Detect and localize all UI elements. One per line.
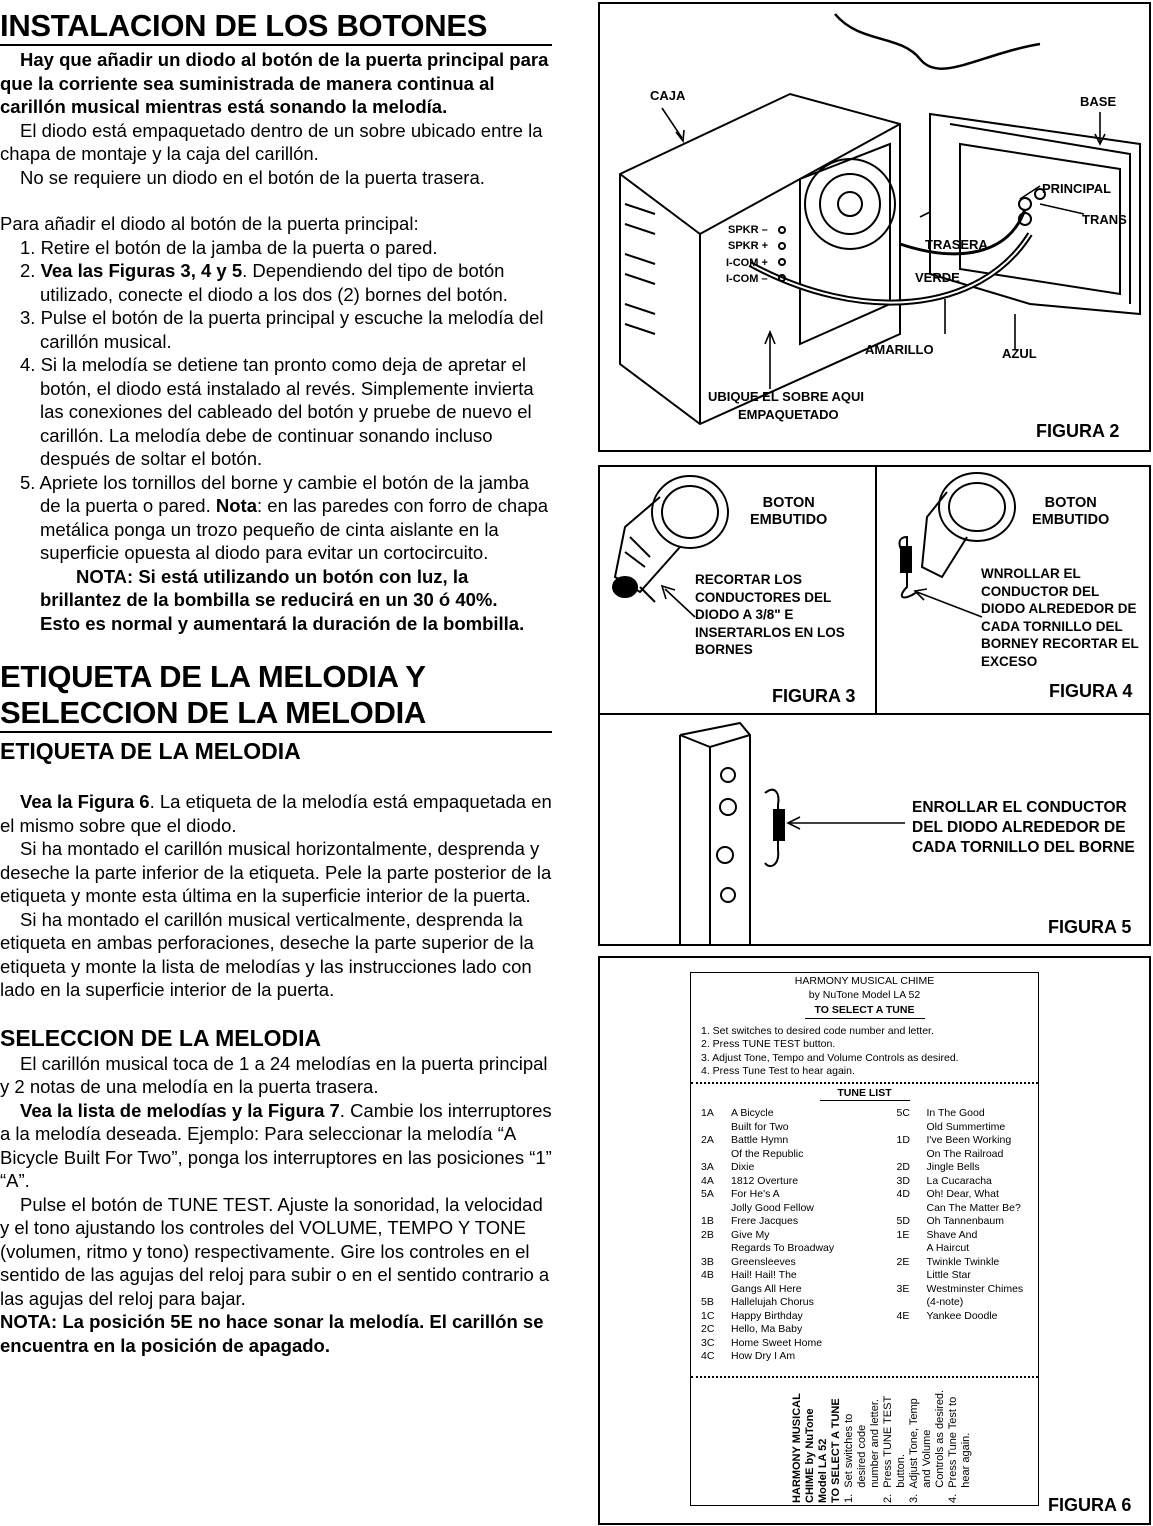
tune-name: Shave And — [926, 1228, 978, 1241]
left-tune-row — [701, 1148, 865, 1162]
fig2-amarillo-label: AMARILLO — [865, 342, 934, 357]
fig2-verde-label: VERDE — [915, 270, 960, 285]
figure-5-title: FIGURA 5 — [1048, 917, 1132, 937]
tune-list-left — [701, 1107, 865, 1364]
tune-code: 2D — [896, 1161, 910, 1173]
tune-list-heading: TUNE LIST — [820, 1087, 910, 1102]
figure-6-title: FIGURA 6 — [1048, 1495, 1132, 1515]
tune-name: La Cucaracha — [926, 1174, 992, 1187]
rotated-line: Controls as desired. — [934, 1389, 946, 1503]
tune-name: Jingle Bells — [926, 1161, 980, 1173]
tune-code: 5A — [701, 1188, 714, 1200]
instruction-2: 2. Press TUNE TEST button. — [701, 1038, 836, 1050]
tune-name: Dixie — [731, 1161, 755, 1173]
instruction-4: 4. Press Tune Test to hear again. — [701, 1065, 855, 1077]
right-tune-row — [897, 1161, 1029, 1175]
left-tune-row — [701, 1229, 865, 1243]
figure-3-title: FIGURA 3 — [772, 686, 856, 706]
fig4-caption: WNROLLAR EL CONDUCTOR DEL DIODO ALREDEDOR DE CADA TORNILLO DEL BORNEY RECORTAR EL EXCESO — [981, 566, 1139, 669]
tune-name: Oh! Dear, What — [926, 1188, 999, 1200]
no-diode-paragraph: No se requiere un diodo en el botón de la puerta trasera. — [20, 166, 485, 188]
tune-name: Can The Matter Be? — [926, 1201, 1021, 1214]
tune-code: 4C — [701, 1350, 715, 1362]
left-tune-row — [701, 1242, 865, 1256]
instruction-1: 1. Set switches to desired code number and letter. — [701, 1024, 934, 1037]
right-tune-row — [897, 1283, 1029, 1297]
step-2-num: 2. — [20, 260, 41, 281]
tune-name: For He's A — [731, 1188, 780, 1200]
tune-code — [701, 1148, 731, 1162]
instruction-list — [691, 1019, 1038, 1079]
left-tune-row — [701, 1269, 865, 1283]
figure-6-panel — [598, 956, 1151, 1525]
heading-label: ETIQUETA DE LA MELODIA — [0, 738, 301, 764]
rotated-line: TO SELECT A TUNE — [830, 1398, 842, 1503]
diode-package-paragraph: El diodo está empaquetado dentro de un sobre ubicado entre la chapa de montaje y la caja del carillón. — [0, 119, 543, 164]
select-note: NOTA: La posición 5E no hace sonar la melodía. El carillón se encuentra en la posición de apagado. — [0, 1311, 544, 1356]
rotated-line: number and letter. — [869, 1399, 881, 1503]
left-tune-row — [701, 1175, 865, 1189]
right-tune-row — [897, 1134, 1029, 1148]
step-2-text: . Dependiendo del tipo de botón utilizado, conecte el diodo a los dos (2) bornes del botón. — [40, 260, 508, 305]
label-paragraph-1 — [0, 790, 552, 837]
tune-name: How Dry I Am — [731, 1350, 796, 1362]
left-tune-row — [701, 1337, 865, 1351]
right-tune-row — [897, 1107, 1029, 1121]
right-tune-row — [897, 1121, 1029, 1135]
left-tune-row — [701, 1161, 865, 1175]
rotated-line: 2. Press TUNE TEST — [882, 1395, 894, 1503]
tune-code: 2C — [701, 1323, 715, 1335]
tune-name: Of the Republic — [731, 1147, 804, 1160]
tune-name: 1812 Overture — [731, 1174, 799, 1187]
select-paragraph-1: El carillón musical toca de 1 a 24 melodías en la puerta principal y 2 notas de una melodía en la puerta trasera. — [0, 1052, 548, 1097]
rotated-instructions — [791, 1381, 991, 1503]
card-title-1: HARMONY MUSICAL CHIME — [794, 975, 935, 987]
tune-code: 1E — [896, 1228, 910, 1241]
tune-name: Hello, Ma Baby — [731, 1323, 803, 1335]
figure-2-drawing — [600, 4, 1151, 452]
tune-code: 3C — [701, 1336, 715, 1349]
tune-code — [897, 1202, 927, 1216]
step-5 — [0, 471, 552, 565]
fig2-spkr-plus-label: SPKR + — [728, 240, 769, 252]
tune-name: Battle Hymn — [731, 1134, 789, 1146]
left-tune-row — [701, 1107, 865, 1121]
tune-name: In The Good — [926, 1107, 985, 1119]
fig2-azul-label: AZUL — [1002, 346, 1037, 361]
fig2-base-label: BASE — [1080, 94, 1117, 109]
rotated-line: 3. Adjust Tone, Temp — [908, 1398, 920, 1503]
tune-code: 3B — [701, 1255, 714, 1268]
right-tune-row — [897, 1242, 1029, 1256]
tune-code: 1C — [701, 1309, 715, 1322]
heading-tune-1: ETIQUETA DE LA MELODIA Y — [0, 659, 426, 694]
tune-code — [701, 1121, 731, 1135]
figure-3-panel — [598, 465, 877, 715]
fig3-boton-line-2: EMBUTIDO — [750, 512, 828, 528]
tune-label-card — [690, 972, 1039, 1506]
step-3: 3. Pulse el botón de la puerta principal y escuche la melodía del carillón musical. — [20, 307, 544, 352]
fig3-boton-label — [750, 495, 827, 529]
select-p2-text: . Cambie los interruptores a la melodía deseada. Ejemplo: Para seleccionar la melodía “A Bicycle Built For Two”, ponga los interruptores en las posiciones “1” “A”. — [0, 1099, 552, 1191]
left-tune-row — [701, 1323, 865, 1337]
label-p1-text: . La etiqueta de la melodía está empaquetada en el mismo sobre que el diodo. — [0, 791, 552, 836]
fig2-caja-label: CAJA — [650, 88, 686, 103]
tune-name: Built for Two — [731, 1120, 789, 1133]
tune-code: 2B — [701, 1228, 714, 1241]
tune-name: Hallelujah Chorus — [731, 1296, 814, 1308]
figure-4-panel — [875, 465, 1151, 715]
rotated-line: Model LA 52 — [817, 1438, 829, 1503]
figure-2-title: FIGURA 2 — [1036, 421, 1120, 441]
left-tune-row — [701, 1121, 865, 1135]
fig4-boton-label — [1032, 495, 1109, 529]
left-tune-row — [701, 1134, 865, 1148]
fig4-boton-line-2: EMBUTIDO — [1032, 512, 1110, 528]
note-light: NOTA: Si está utilizando un botón con luz, la brillantez de la bombilla se reducirá en un 30 ó 40%. Esto es normal y aumentará la duración de la bombilla. — [40, 565, 525, 634]
select-heading: TO SELECT A TUNE — [805, 1004, 925, 1019]
heading-install: INSTALACION DE LOS BOTONES — [0, 8, 552, 46]
tune-name: Greensleeves — [731, 1255, 796, 1268]
tune-code: 5B — [701, 1296, 714, 1308]
tune-name: Twinkle Twinkle — [926, 1255, 1000, 1268]
left-tune-row — [701, 1215, 865, 1229]
tune-name: Oh Tannenbaum — [926, 1215, 1004, 1227]
fig3-boton-line-1: BOTON — [762, 495, 815, 511]
tune-code — [701, 1242, 731, 1256]
tune-name: A Haircut — [926, 1242, 970, 1254]
tune-code: 4B — [701, 1269, 714, 1281]
fig2-trans-label: TRANS — [1082, 212, 1127, 227]
tune-code — [701, 1202, 731, 1216]
left-tune-row — [701, 1283, 865, 1297]
tune-name: Happy Birthday — [731, 1309, 803, 1322]
perforation-bottom — [691, 1376, 1038, 1378]
rotated-line: 4. Press Tune Test to — [947, 1396, 959, 1503]
tune-name: Regards To Broadway — [731, 1242, 835, 1254]
tune-code: 3E — [896, 1282, 910, 1295]
steps-intro: Para añadir el diodo al botón de la puerta principal: — [0, 213, 419, 234]
tune-code: 1D — [896, 1134, 910, 1146]
tune-name: Yankee Doodle — [926, 1309, 998, 1322]
tune-code — [897, 1269, 927, 1283]
rotated-line: button. — [895, 1454, 907, 1503]
tune-code — [897, 1148, 927, 1162]
tune-code: 3D — [896, 1174, 910, 1187]
step-5-text-b: : en las paredes con forro de chapa metálica ponga un trozo pequeño de cinta aislante en la superficie opuesta al diodo para evitar un cortocircuito. — [40, 495, 549, 563]
heading-select: SELECCION DE LA MELODIA — [0, 1024, 322, 1051]
rotated-line: hear again. — [960, 1432, 972, 1503]
figure-5-panel — [598, 713, 1151, 946]
fig5-caption: ENROLLAR EL CONDUCTOR DEL DIODO ALREDEDOR DE CADA TORNILLO DEL BORNE — [912, 799, 1135, 856]
select-paragraph-2 — [0, 1099, 552, 1193]
step-5-text-a: 5. Apriete los tornillos del borne y cambie el botón de la jamba de la puerta o pared. — [20, 471, 530, 516]
tune-name: (4-note) — [926, 1296, 964, 1308]
step-1: 1. Retire el botón de la jamba de la puerta o pared. — [20, 236, 438, 258]
fig2-icom-minus-label: I-COM – — [726, 273, 768, 285]
figure-2-panel — [598, 2, 1151, 452]
right-tune-row — [897, 1188, 1029, 1202]
tune-list — [691, 1107, 1038, 1364]
fig2-trasera-label: TRASERA — [925, 237, 988, 252]
left-tune-row — [701, 1296, 865, 1310]
fig2-principal-label: PRINCIPAL — [1042, 181, 1112, 196]
tune-code — [897, 1121, 927, 1135]
left-tune-row — [701, 1188, 865, 1202]
tune-name: Westminster Chimes — [926, 1282, 1024, 1295]
tune-name: I've Been Working — [926, 1134, 1012, 1146]
tune-code — [897, 1296, 927, 1310]
right-tune-row — [897, 1202, 1029, 1216]
right-tune-row — [897, 1229, 1029, 1243]
tune-name: Frere Jacques — [731, 1215, 799, 1227]
right-tune-row — [897, 1175, 1029, 1189]
rotated-line: HARMONY MUSICAL — [791, 1393, 803, 1503]
tune-name: On The Railroad — [926, 1147, 1004, 1160]
right-tune-row — [897, 1269, 1029, 1283]
tune-name: Little Star — [926, 1269, 971, 1281]
rotated-line: desired code — [856, 1424, 868, 1503]
heading-tune-2: SELECCION DE LA MELODIA — [0, 695, 552, 733]
fig4-boton-line-1: BOTON — [1044, 495, 1097, 511]
tune-code: 5D — [896, 1215, 910, 1227]
tune-list-right — [865, 1107, 1029, 1364]
fig2-icom-plus-label: I-COM + — [726, 257, 768, 269]
select-p2-bold: Vea la lista de melodías y la Figura 7 — [20, 1099, 340, 1121]
label-paragraph-2: Si ha montado el carillón musical horizontalmente, desprenda y deseche la parte inferior de la etiqueta. Pele la parte posterior de la etiqueta y monte esta última en la superficie interior de la puerta. — [0, 838, 552, 906]
tune-code: 1A — [701, 1107, 714, 1119]
tune-code: 4A — [701, 1174, 714, 1187]
tune-code: 4E — [896, 1309, 910, 1322]
intro-paragraph: Hay que añadir un diodo al botón de la puerta principal para que la corriente sea suministrada de manera continua al carillón musical mientras está sonando la melodía. — [0, 49, 549, 117]
fig2-sobre-label-2: EMPAQUETADO — [738, 407, 839, 422]
select-paragraph-3: Pulse el botón de TUNE TEST. Ajuste la sonoridad, la velocidad y el tono ajustando los controles del VOLUME, TEMPO Y TONE (volumen, ritmo y tono) respectivamente. Gire los controles en el sentido de las agujas del reloj para subir o en el sentido contrario a las agujas del reloj para bajar. — [0, 1193, 550, 1309]
tune-name: Old Summertime — [926, 1120, 1006, 1133]
step-5-bold: Nota — [215, 495, 258, 516]
tune-code: 2E — [896, 1255, 910, 1268]
tune-name: Give My — [731, 1228, 770, 1241]
figure-4-title: FIGURA 4 — [1049, 681, 1133, 701]
perforation-top — [691, 1082, 1038, 1084]
tune-name: Jolly Good Fellow — [731, 1201, 814, 1214]
tune-name: Home Sweet Home — [731, 1336, 823, 1349]
instruction-3: 3. Adjust Tone, Tempo and Volume Controls as desired. — [701, 1051, 959, 1064]
tune-code: 5C — [896, 1107, 910, 1119]
tune-code: 2A — [701, 1134, 714, 1146]
left-tune-row — [701, 1350, 865, 1364]
right-tune-row — [897, 1215, 1029, 1229]
step-4: 4. Si la melodía se detiene tan pronto como deja de apretar el botón, el diodo está instalado al revés. Simplemente invierta las conexiones del cableado del botón y pruebe de nuevo el carillón. La melodía debe de continuar sonando incluso después de soltar el botón. — [20, 354, 534, 469]
left-tune-row — [701, 1310, 865, 1324]
card-title-2: by NuTone Model LA 52 — [808, 988, 921, 1001]
rotated-line: CHIME by NuTone — [804, 1408, 816, 1503]
tune-code: 1B — [701, 1215, 714, 1227]
left-tune-row — [701, 1202, 865, 1216]
tune-code: 4D — [896, 1188, 910, 1200]
rotated-line: and Volume — [921, 1429, 933, 1503]
label-paragraph-3: Si ha montado el carillón musical verticalmente, desprenda la etiqueta en ambas perforaciones, deseche la parte superior de la etiqueta y monte la lista de melodías y las instrucciones lado con lado en la superficie interior de la puerta. — [0, 908, 534, 1000]
fig2-spkr-minus-label: SPKR – — [728, 224, 768, 236]
tune-name: Gangs All Here — [731, 1282, 802, 1295]
tune-name: A Bicycle — [731, 1107, 774, 1119]
fig2-sobre-label-1: UBIQUE EL SOBRE AQUI — [708, 389, 865, 404]
right-tune-row — [897, 1310, 1029, 1324]
tune-code: 3A — [701, 1161, 714, 1173]
left-tune-row — [701, 1256, 865, 1270]
tune-code — [701, 1283, 731, 1297]
right-tune-row — [897, 1256, 1029, 1270]
fig3-caption: RECORTAR LOS CONDUCTORES DEL DIODO A 3/8" E INSERTARLOS EN LOS BORNES — [695, 572, 845, 657]
step-2 — [0, 259, 552, 306]
tune-name: Hail! Hail! The — [731, 1269, 797, 1281]
label-p1-bold: Vea la Figura 6 — [20, 791, 150, 812]
left-column — [0, 8, 552, 1357]
tune-code — [897, 1242, 927, 1256]
right-tune-row — [897, 1148, 1029, 1162]
rotated-line: 1. Set switches to — [843, 1413, 855, 1503]
right-tune-row — [897, 1296, 1029, 1310]
step-2-bold: Vea las Figuras 3, 4 y 5 — [40, 260, 243, 281]
